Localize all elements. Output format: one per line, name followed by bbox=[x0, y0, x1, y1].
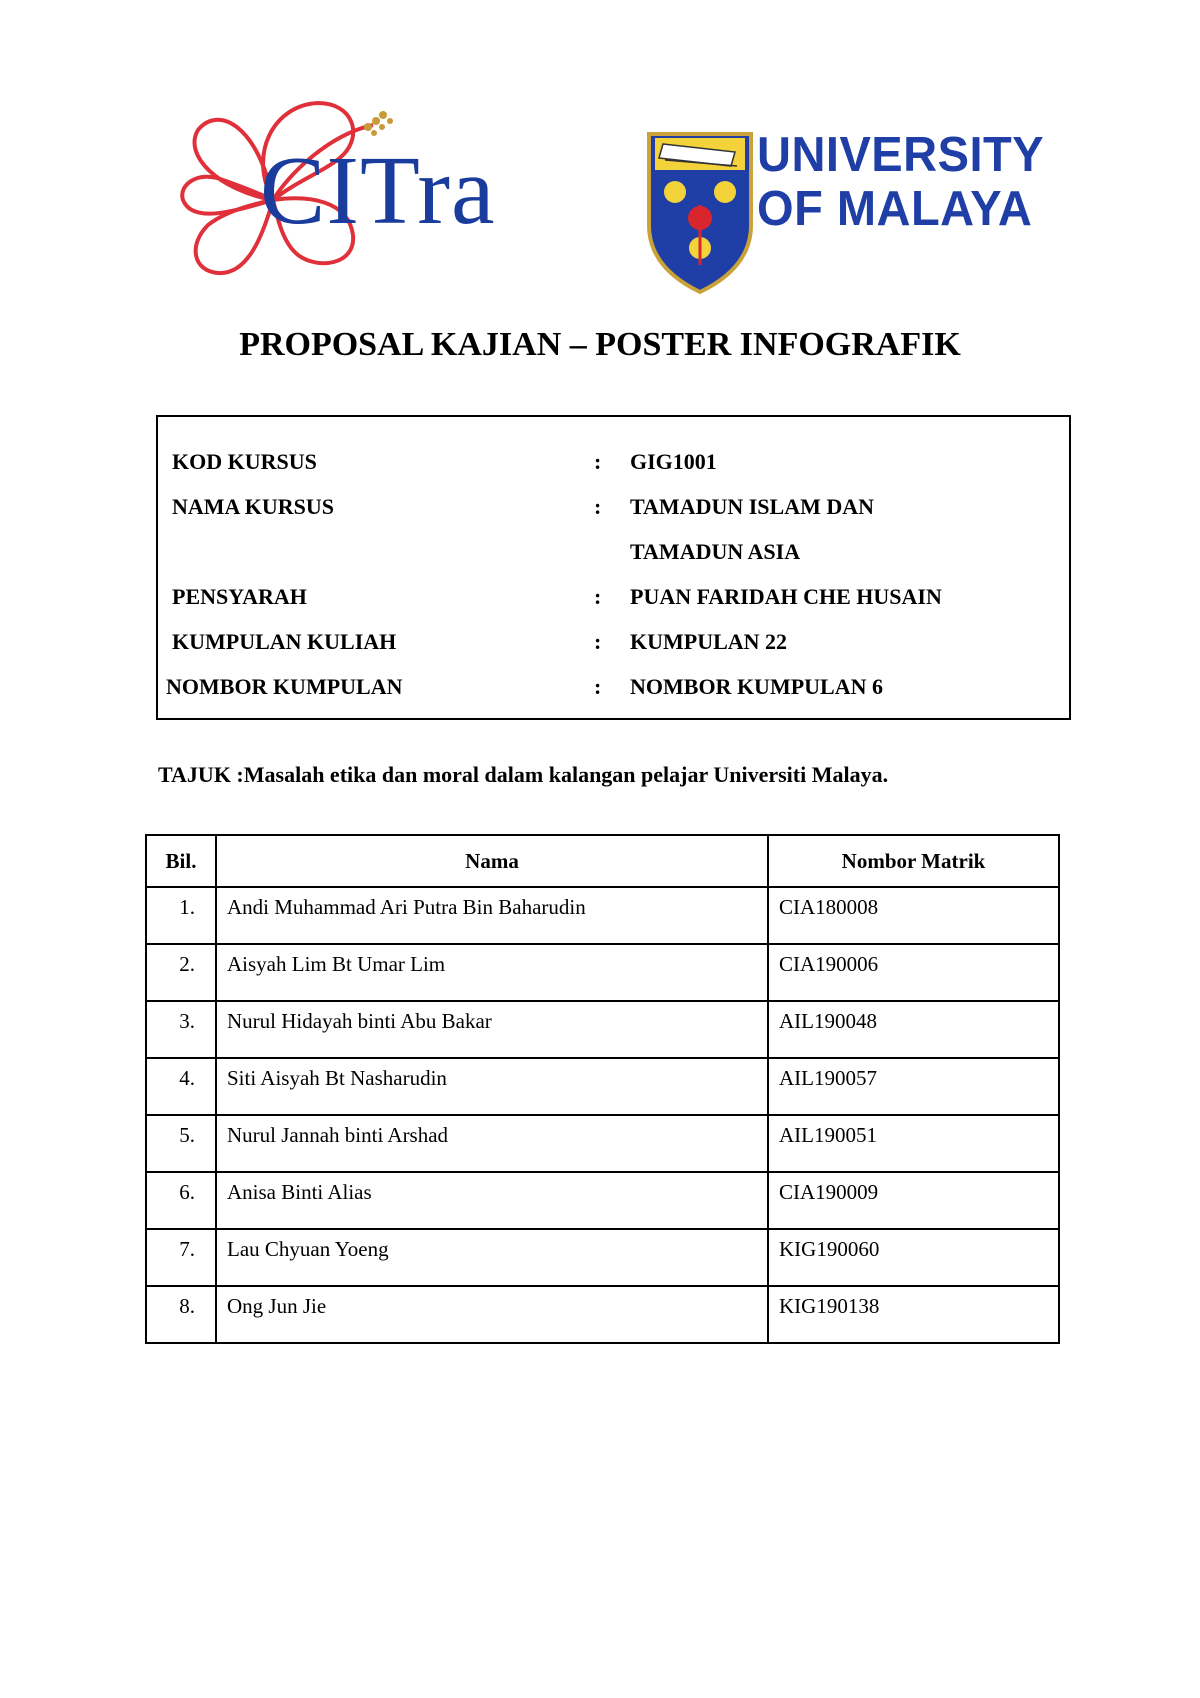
member-matric: AIL190048 bbox=[768, 1001, 1059, 1058]
column-header-matric: Nombor Matrik bbox=[768, 835, 1059, 887]
member-name: Nurul Hidayah binti Abu Bakar bbox=[216, 1001, 768, 1058]
info-label: KUMPULAN KULIAH bbox=[172, 629, 397, 654]
member-name: Nurul Jannah binti Arshad bbox=[216, 1115, 768, 1172]
table-row bbox=[146, 1229, 1059, 1286]
info-label: KOD KURSUS bbox=[172, 449, 317, 474]
member-number: 1. bbox=[146, 887, 216, 944]
column-header-number: Bil. bbox=[146, 835, 216, 887]
info-label: NAMA KURSUS bbox=[172, 494, 334, 519]
info-label: PENSYARAH bbox=[172, 584, 307, 609]
member-number: 4. bbox=[146, 1058, 216, 1115]
info-row-lecturer bbox=[158, 584, 1069, 624]
member-name: Lau Chyuan Yoeng bbox=[216, 1229, 768, 1286]
member-name: Ong Jun Jie bbox=[216, 1286, 768, 1343]
table-row bbox=[146, 1001, 1059, 1058]
member-matric: CIA190006 bbox=[768, 944, 1059, 1001]
members-table bbox=[145, 834, 1060, 1344]
info-row-group-number bbox=[158, 674, 1069, 714]
member-matric: AIL190057 bbox=[768, 1058, 1059, 1115]
member-name: Aisyah Lim Bt Umar Lim bbox=[216, 944, 768, 1001]
info-label: NOMBOR KUMPULAN bbox=[166, 674, 403, 699]
member-number: 3. bbox=[146, 1001, 216, 1058]
citra-wordmark: CITra bbox=[260, 137, 496, 245]
member-number: 2. bbox=[146, 944, 216, 1001]
member-matric: CIA190009 bbox=[768, 1172, 1059, 1229]
info-value: NOMBOR KUMPULAN 6 bbox=[630, 674, 883, 699]
member-matric: AIL190051 bbox=[768, 1115, 1059, 1172]
info-row-lecture-group bbox=[158, 629, 1069, 669]
info-value: GIG1001 bbox=[630, 449, 717, 474]
member-number: 7. bbox=[146, 1229, 216, 1286]
member-number: 6. bbox=[146, 1172, 216, 1229]
course-info-box bbox=[156, 415, 1071, 720]
info-row-course-code bbox=[158, 449, 1069, 489]
table-row bbox=[146, 1058, 1059, 1115]
member-number: 8. bbox=[146, 1286, 216, 1343]
university-crest-icon bbox=[645, 130, 755, 295]
table-row bbox=[146, 1172, 1059, 1229]
info-value: KUMPULAN 22 bbox=[630, 629, 788, 654]
info-value: PUAN FARIDAH CHE HUSAIN bbox=[630, 584, 942, 609]
column-header-name: Nama bbox=[216, 835, 768, 887]
research-topic: TAJUK :Masalah etika dan moral dalam kalangan pelajar Universiti Malaya. bbox=[158, 762, 889, 787]
member-matric: KIG190060 bbox=[768, 1229, 1059, 1286]
info-value: TAMADUN ISLAM DAN bbox=[630, 494, 875, 519]
university-name-line2: OF MALAYA bbox=[757, 182, 1033, 236]
info-row-course-name-cont bbox=[158, 539, 1069, 579]
member-name: Siti Aisyah Bt Nasharudin bbox=[216, 1058, 768, 1115]
member-name: Anisa Binti Alias bbox=[216, 1172, 768, 1229]
info-value: TAMADUN ASIA bbox=[630, 539, 801, 564]
member-name: Andi Muhammad Ari Putra Bin Baharudin bbox=[216, 887, 768, 944]
university-name-line1: UNIVERSITY bbox=[757, 128, 1045, 182]
member-matric: KIG190138 bbox=[768, 1286, 1059, 1343]
info-colon: : bbox=[594, 674, 602, 699]
citra-logo bbox=[178, 95, 508, 295]
member-matric: CIA180008 bbox=[768, 887, 1059, 944]
info-colon: : bbox=[594, 629, 602, 654]
info-colon: : bbox=[594, 494, 602, 519]
table-row bbox=[146, 1115, 1059, 1172]
university-name bbox=[757, 128, 1044, 236]
member-number: 5. bbox=[146, 1115, 216, 1172]
info-colon: : bbox=[594, 584, 602, 609]
page-title: PROPOSAL KAJIAN – POSTER INFOGRAFIK bbox=[239, 326, 961, 363]
table-row bbox=[146, 887, 1059, 944]
university-of-malaya-logo bbox=[645, 130, 1045, 300]
info-row-course-name bbox=[158, 494, 1069, 534]
table-row bbox=[146, 1286, 1059, 1343]
table-header-row bbox=[146, 835, 1059, 887]
info-colon: : bbox=[594, 449, 602, 474]
table-row bbox=[146, 944, 1059, 1001]
